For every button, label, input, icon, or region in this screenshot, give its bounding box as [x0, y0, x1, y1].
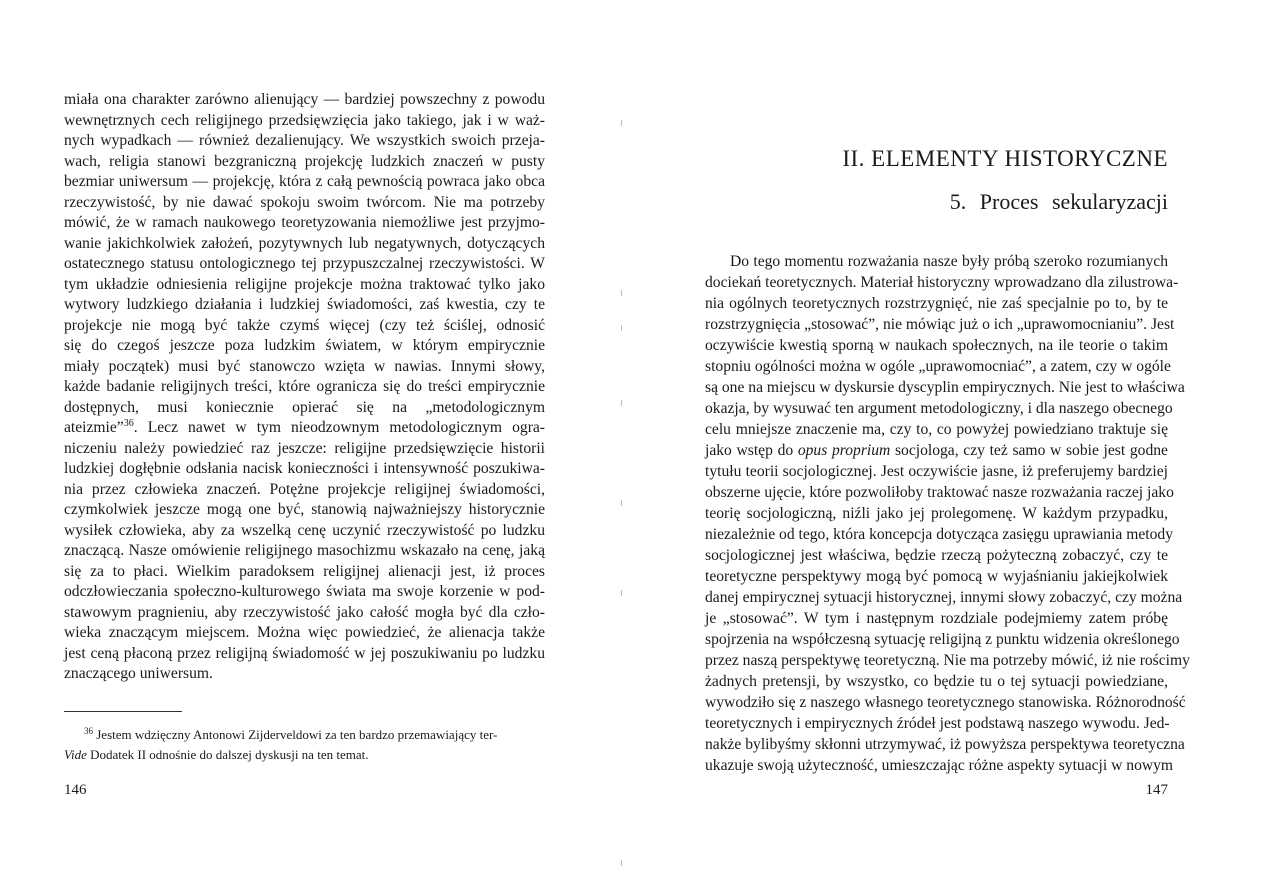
- footnote-36-line-2: [64, 746, 368, 764]
- footnote-text: Jestem wdzięczny Antonowi Zijderveldowi za ten bardzo przemawiający ter-: [96, 727, 498, 742]
- text-line: się za to płaci. Wielkim paradoksem religijnej alienacji jest, iż proces: [64, 562, 545, 580]
- text-line: wach, religia stanowi bezgraniczną projekcję ludzkich znaczeń w pusty: [64, 152, 545, 170]
- text-line: danej empirycznej sytuacji historycznej, innymi słowy zobaczyć, czy można: [705, 589, 1183, 606]
- page-number-right: 147: [1145, 782, 1168, 798]
- text-line: mówić, że w ramach naukowego teoretyzowania niemożliwe jest przyjmo-: [64, 214, 545, 231]
- text-line: są one na miejscu w dyskursie dyscyplin empirycznych. Nie jest to właściwa: [705, 379, 1185, 396]
- text-line: spojrzenia na współczesną sytuację religijną z punktu widzenia określonego: [705, 631, 1180, 648]
- gutter-speck: [621, 120, 622, 126]
- footnote-36-line-1: [84, 726, 497, 744]
- text-line: dociekań teoretycznych. Materiał historyczny wprowadzano dla zilustrowa-: [705, 274, 1179, 291]
- text-line: niezależnie od tego, która koncepcja dotycząca zasięgu uprawiania metody: [705, 526, 1174, 543]
- part-title: II. ELEMENTY HISTORYCZNE: [842, 146, 1168, 171]
- text-line: bezmiar uniwersum — projekcję, która z całą pewnością powraca jako obca: [64, 173, 545, 190]
- footnote-rule: [64, 711, 182, 712]
- text-segment: ateizmie”: [64, 419, 124, 436]
- text-line: teorię socjologiczną, niźli jako jej prolegomenę. W każdym przypadku,: [705, 505, 1168, 522]
- text-line: stopniu ogólności można w ogóle „uprawomocniać”, a zatem, czy w ogóle: [705, 358, 1171, 375]
- text-line: Do tego momentu rozważania nasze były próbą szeroko rozumianych: [730, 253, 1168, 270]
- text-line: niczeniu należy powiedzieć raz jeszcze: religijne przedsięwzięcie historii: [64, 439, 545, 457]
- text-line: miały początek) musi być stanowczo wzięta w nawias. Innymi słowy,: [64, 357, 545, 375]
- text-line: socjologicznej jest właściwa, będzie rzeczą pożyteczną zobaczyć, czy te: [705, 547, 1168, 564]
- text-line: dostępnych, musi koniecznie opierać się na „metodologicznym: [64, 398, 545, 416]
- text-line: odczłowieczania społeczno-kulturowego świata ma swoje korzenie w pod-: [64, 583, 545, 600]
- text-line: wytwory ludzkiego działania i ludzkiej świadomości, zaś kwestia, czy te: [64, 296, 545, 313]
- text-line: nia przez człowieka znaczeń. Potężne projekcje religijnej świadomości,: [64, 480, 545, 498]
- text-line: tym układzie odniesienia religijne projekcje można traktować tylko jako: [64, 275, 545, 293]
- text-line: ludzkiej dogłębnie odsłania nacisk konieczności i intensywność poszukiwa-: [64, 460, 545, 477]
- gutter-speck: [621, 860, 622, 866]
- text-line: nych wypadkach — również dezalienujący. We wszystkich swoich przeja-: [64, 132, 545, 149]
- text-line: projekcje nie mogą być także czymś więcej (czy też ściślej, odnosić: [64, 316, 545, 334]
- gutter-speck: [621, 290, 622, 296]
- text-line: wysiłek człowieka, aby za wszelką cenę uczynić rzeczywistość po ludzku: [64, 521, 545, 539]
- text-line: obszerne ujęcie, które pozwoliłoby traktować nasze rozważania raczej jako: [705, 484, 1174, 501]
- text-segment: jako wstęp do: [705, 442, 798, 459]
- text-line: wewnętrznych cech religijnego przedsięwzięcia jako takiego, jak i w waż-: [64, 111, 545, 129]
- text-line: żadnych pretensji, by wszystko, co będzie tu o tej sytuacji powiedziane,: [705, 673, 1168, 690]
- text-line: okazja, by wysuwać ten argument metodologiczny, i dla naszego obecnego: [705, 400, 1173, 417]
- text-line: znaczącą. Nasze omówienie religijnego masochizmu wskazało na cenę, jaką: [64, 542, 545, 559]
- italic-term: opus proprium: [797, 442, 891, 459]
- text-line: celu mniejsze znaczenie ma, czy to, co powyżej powiedziano traktuje się: [705, 421, 1168, 438]
- left-page: [0, 0, 620, 894]
- text-line: wanie jakichkolwiek założeń, pozytywnych lub negatywnych, dotyczących: [64, 234, 545, 252]
- text-line: [64, 418, 545, 438]
- footnote-vide: Vide: [64, 747, 87, 762]
- text-line: teoretyczne perspektywy mogą być pomocą w wyjaśnianiu jakiejkolwiek: [705, 568, 1168, 585]
- gutter-speck: [621, 590, 622, 596]
- text-line: je „stosować”. W tym i następnym rozdziale podejmiemy zatem próbę: [705, 610, 1168, 627]
- gutter-speck: [621, 325, 622, 331]
- chapter-title: 5. Proces sekularyzacji: [949, 189, 1168, 214]
- footnote-text: Dodatek II odnośnie do dalszej dyskusji na ten temat.: [86, 747, 369, 762]
- text-line: ostatecznego statusu ontologicznego tej przypuszczalnej rzeczywistości. W: [64, 255, 545, 272]
- text-line: nakże bylibyśmy skłonni utrzymywać, iż powyższa perspektywa teoretyczna: [705, 736, 1185, 753]
- text-line: teoretycznych i empirycznych źródeł jest podstawą naszego wywodu. Jed-: [705, 715, 1170, 732]
- text-line: znaczącego uniwersum.: [64, 665, 213, 682]
- text-line: oczywiście kwestią sporną w naukach społecznych, na ile teorie o takim: [705, 337, 1168, 354]
- right-page: [640, 0, 1262, 894]
- text-line: ukazuje swoją użyteczność, umieszczając różne aspekty sytuacji w nowym: [705, 757, 1174, 774]
- text-line: tytułu teorii socjologicznej. Jest oczywiście jasne, iż preferujemy bardziej: [705, 463, 1168, 480]
- text-line: rzeczywistość, by nie dawać spokoju swoim twórcom. Nie ma potrzeby: [64, 193, 545, 211]
- text-line: wywodziło się z naszego własnego teoretycznego stanowiska. Różnorodność: [705, 694, 1186, 711]
- text-line: wieka znaczącym miejscem. Można więc powiedzieć, że alienacja także: [64, 624, 545, 641]
- text-line: rozstrzygnięcia „stosować”, nie mówiąc już o ich „uprawomocnianiu”. Jest: [705, 316, 1175, 333]
- gutter-speck: [621, 500, 622, 506]
- text-segment: . Lecz nawet w tym nieodzownym metodologicznym ogra-: [133, 419, 545, 436]
- text-line: każde badanie religijnych treści, które ogranicza się do treści empirycznie: [64, 378, 545, 395]
- page-number-left: 146: [64, 782, 87, 798]
- text-line: czymkolwiek jeszcze mogą one być, stanowią najważniejszy historycznie: [64, 501, 545, 518]
- text-line: nia ogólnych teoretycznych rozstrzygnięć, nie zaś specjalnie po to, by te: [705, 295, 1168, 312]
- text-line: stawowym pragnieniu, aby rzeczywistość jako całość mogła być dla czło-: [64, 603, 545, 621]
- footnote-number: 36: [84, 726, 93, 736]
- text-line: [705, 441, 1168, 461]
- footnote-reference: 36: [123, 418, 134, 429]
- gutter-speck: [621, 400, 622, 406]
- text-line: miała ona charakter zarówno alienujący — bardziej powszechny z powodu: [64, 91, 545, 108]
- text-line: przez naszą perspektywę teoretyczną. Nie ma potrzeby mówić, iż nie rościmy: [705, 652, 1190, 669]
- text-segment: socjologa, czy też samo w sobie jest godne: [890, 442, 1168, 459]
- text-line: się do czegoś jeszcze poza ludzkim światem, w którym empirycznie: [64, 337, 545, 354]
- text-line: jest ceną płaconą przez religijną świadomość w jej poszukiwaniu po ludzku: [64, 644, 545, 662]
